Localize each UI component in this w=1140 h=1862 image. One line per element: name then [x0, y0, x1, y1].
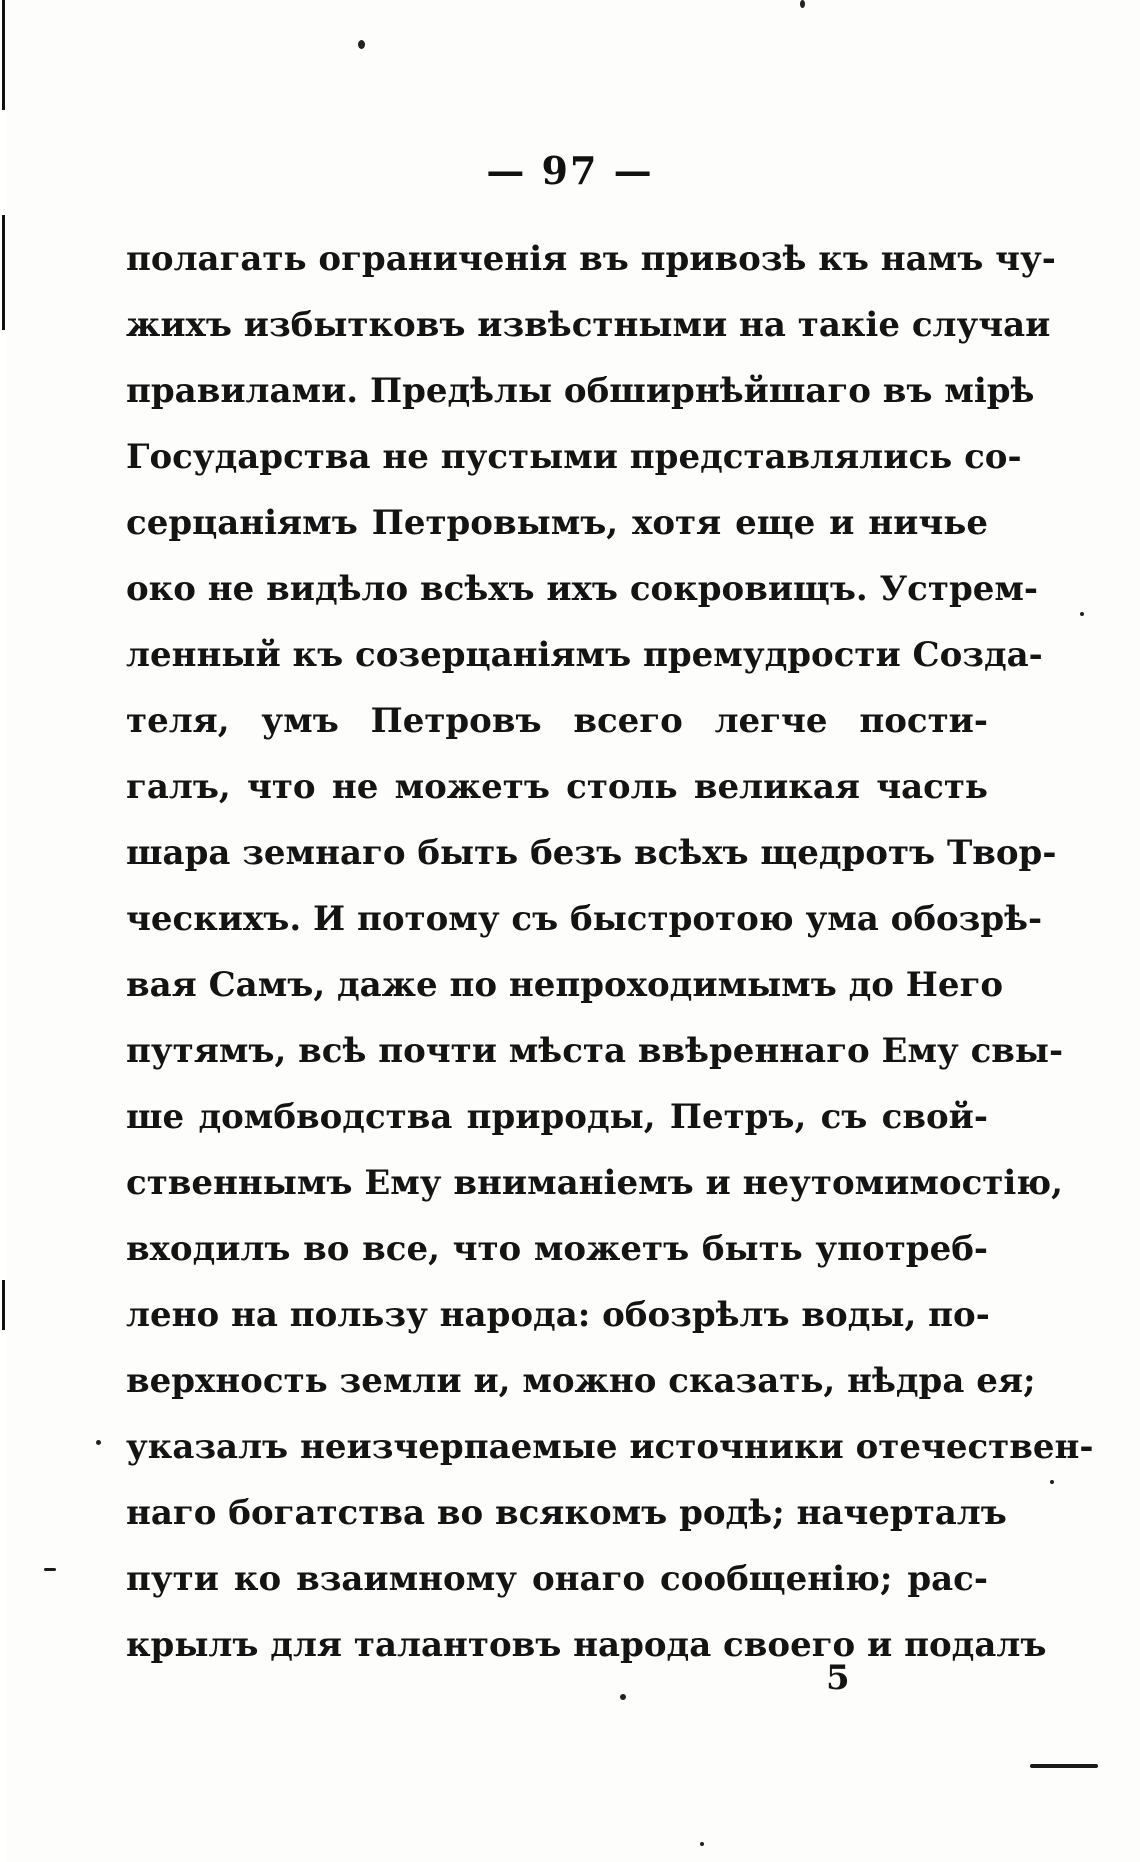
scan-artifact-line	[1030, 1764, 1098, 1768]
scan-speck	[358, 40, 365, 49]
body-text	[126, 226, 1094, 1678]
text-line: теля, умъ Петровъ всего легче пости-	[126, 701, 988, 741]
text-line: путямъ, всѣ почти мѣста ввѣреннаго Ему свы-	[126, 1031, 1064, 1071]
scan-speck	[620, 1694, 626, 1700]
text-line: ленный къ созерцаніямъ премудрости Созда-	[126, 635, 1043, 675]
text-line: жихъ избытковъ извѣстными на такіе случаи	[126, 305, 1051, 345]
text-line: крылъ для талантовъ народа своего и подалъ	[126, 1625, 1047, 1665]
edge-shadow-mark	[2, 1280, 5, 1330]
text-line: правилами. Предѣлы обширнѣйшаго въ мірѣ	[126, 371, 1035, 411]
text-line: полагать ограниченія въ привозѣ къ намъ чу-	[126, 239, 1056, 279]
text-line: галъ, что не можетъ столь великая часть	[126, 767, 988, 807]
scan-artifact-line	[44, 1568, 56, 1571]
text-line: Государства не пустыми представлялись со-	[126, 437, 1022, 477]
text-line: ственнымъ Ему вниманіемъ и неутомимостію,	[126, 1163, 1063, 1203]
text-line: шара земнаго быть безъ всѣхъ щедротъ Твор-	[126, 833, 1057, 873]
text-line: указалъ неизчерпаемые источники отечествен-	[126, 1427, 1094, 1467]
scan-speck	[1050, 1480, 1054, 1484]
scan-speck	[800, 0, 805, 8]
text-line: око не видѣло всѣхъ ихъ сокровищъ. Устрем-	[126, 569, 1039, 609]
text-line: пути ко взаимному онаго сообщенію; рас-	[126, 1559, 988, 1599]
text-line: ше домбводства природы, Петръ, съ свой-	[126, 1097, 988, 1137]
scan-speck	[700, 1842, 704, 1846]
page-left-edge	[0, 0, 6, 1862]
text-line: наго богатства во всякомъ родѣ; начерталъ	[126, 1493, 1007, 1533]
page-number-header: — 97 —	[486, 148, 654, 193]
text-line: серцаніямъ Петровымъ, хотя еще и ничье	[126, 503, 988, 543]
edge-shadow-mark	[2, 215, 5, 330]
text-line: вая Самъ, даже по непроходимымъ до Него	[126, 965, 1004, 1005]
text-line: ческихъ. И потому съ быстротою ума обозрѣ-	[126, 899, 1043, 939]
scan-speck	[1080, 612, 1084, 616]
scan-speck	[96, 1440, 101, 1445]
signature-mark: 5	[826, 1658, 850, 1698]
text-line: лено на пользу народа: обозрѣлъ воды, по-	[126, 1295, 990, 1335]
text-line: верхность земли и, можно сказать, нѣдра ея;	[126, 1361, 1036, 1401]
text-line: входилъ во все, что можетъ быть употреб-	[126, 1229, 988, 1269]
edge-shadow-mark	[2, 0, 5, 110]
